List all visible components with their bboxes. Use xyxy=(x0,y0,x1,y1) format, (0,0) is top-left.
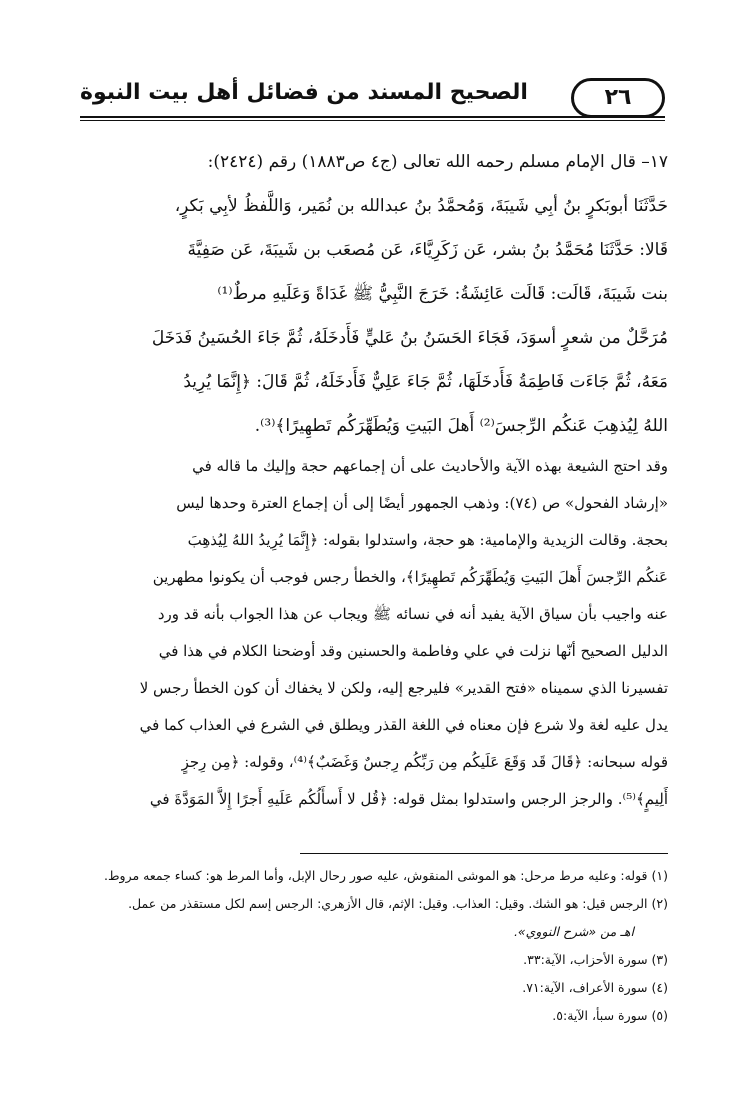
commentary-line: أَلِيمٍ﴾⁽⁵⁾. والرجز الرجس واستدلوا بمثل قوله: ﴿قُل لا أَسأَلُكُم عَلَيهِ أَجرًا إِلاَّ المَوَدَّةَ في xyxy=(149,790,668,808)
footnote: (٥) سورة سبأ، الآية:٥. xyxy=(552,1008,668,1023)
footnote: (٣) سورة الأحزاب، الآية:٣٣. xyxy=(523,952,668,967)
hadith-line: قَالا: حَدَّثَنَا مُحَمَّدُ بنُ بشر، عَن زَكَرِيَّاءَ، عَن مُصعَب بن شَيبَةَ، عَن صَفِيَّةَ xyxy=(187,240,668,260)
hadith-line: اللهُ لِيُذهِبَ عَنكُم الرِّجسَ⁽²⁾ أَهلَ البَيتِ وَيُطَهِّرَكُم تَطهِيرًا﴾⁽³⁾. xyxy=(254,416,668,436)
commentary-line: عَنكُم الرِّجسَ أَهلَ البَيتِ وَيُطَهِّرَكُم تَطهِيرًا﴾، والخطأ رجس فوجب أن يكونوا مطهرين xyxy=(152,568,668,586)
commentary-line: قوله سبحانه: ﴿قَالَ قَد وَقَعَ عَلَيكُم مِن رَبِّكُم رِجسٌ وَغَضَبٌ﴾⁽⁴⁾، وقوله: ﴿مِن رِجزٍ xyxy=(181,753,668,771)
footnote: (٢) الرجس قيل: هو الشك. وقيل: العذاب. وقيل: الإثم، قال الأزهري: الرجس إسم لكل مستقذر من عمل. xyxy=(128,896,668,911)
footnotes-separator xyxy=(300,853,668,854)
hadith-line: بنت شَيبَةَ، قَالَت: قَالَت عَائِشَةُ: خَرَجَ النَّبِيُّ ﷺ غَدَاةً وَعَلَيهِ مرطٌ⁽¹⁾ xyxy=(217,284,668,304)
main-text xyxy=(80,140,668,818)
footnote: (١) قوله: وعليه مرط مرحل: هو الموشى المنقوش، عليه صور رحال الإبل، وأما المرط هو: كساء جمعه مروط. xyxy=(104,868,668,883)
commentary-line: عنه واجيب بأن سياق الآية يفيد أنه في نسائه ﷺ ويجاب عن هذا الجواب بأنه قد ورد xyxy=(157,605,668,623)
footnote-continuation: اهـ من «شرح النووي». xyxy=(513,924,634,939)
commentary-line: تفسيرنا الذي سميناه «فتح القدير» فليرجع إليه، ولكن لا يخفاك أن كون الخطأ رجس لا xyxy=(139,679,668,697)
hadith-line: حَدَّثَنَا أبوبَكرٍ بنُ أبِي شَيبَةَ، وَمُحمَّدُ بنُ عبدالله بن نُمَير، وَاللَّفظُ لأبِي بَكرٍ، xyxy=(174,196,668,216)
hadith-line: ١٧– قال الإمام مسلم رحمه الله تعالى (ج٤ ص١٨٨٣) رقم (٢٤٢٤): xyxy=(207,152,668,172)
hadith-line: مَعَهُ، ثُمَّ جَاءَت فَاطِمَةُ فَأَدخَلَهَا، ثُمَّ جَاءَ عَلِيٌّ فَأَدخَلَهُ، ثُمَّ قَالَ: ﴿إِنَّمَا يُرِيدُ xyxy=(183,372,668,392)
commentary-line: وقد احتج الشيعة بهذه الآية والأحاديث على أن إجماعهم حجة وإليك ما قاله في xyxy=(192,457,668,475)
commentary-line: «إرشاد الفحول» ص (٧٤): وذهب الجمهور أيضًا إلى أن إجماع العترة وحدها ليس xyxy=(176,494,668,512)
header-rule xyxy=(80,116,665,118)
hadith-line: مُرَحَّلٌ من شعرٍ أسوَدَ، فَجَاءَ الحَسَنُ بنُ عَليٍّ فَأَدخَلَهُ، ثُمَّ جَاءَ الحُسَينُ فَدَخَلَ xyxy=(151,328,668,348)
commentary-line: الدليل الصحيح أنّها نزلت في علي وفاطمة والحسنين وقد أوضحنا الكلام في هذا في xyxy=(158,642,668,660)
page-header xyxy=(80,72,665,120)
header-rule-thin xyxy=(80,120,665,121)
commentary-line: يدل عليه لغة ولا شرع فإن معناه في اللغة القذر ويطلق في الشرع في العذاب كما في xyxy=(139,716,668,734)
page-number-badge: ٢٦ xyxy=(571,78,665,118)
footnote: (٤) سورة الأعراف، الآية:٧١. xyxy=(522,980,668,995)
footnotes xyxy=(80,862,668,1030)
book-title: الصحيح المسند من فضائل أهل بيت النبوة xyxy=(80,80,528,105)
commentary-line: بحجة. وقالت الزيدية والإمامية: هو حجة، واستدلوا بقوله: ﴿إِنَّمَا يُرِيدُ اللهُ لِيُذهِبَ xyxy=(187,531,668,549)
